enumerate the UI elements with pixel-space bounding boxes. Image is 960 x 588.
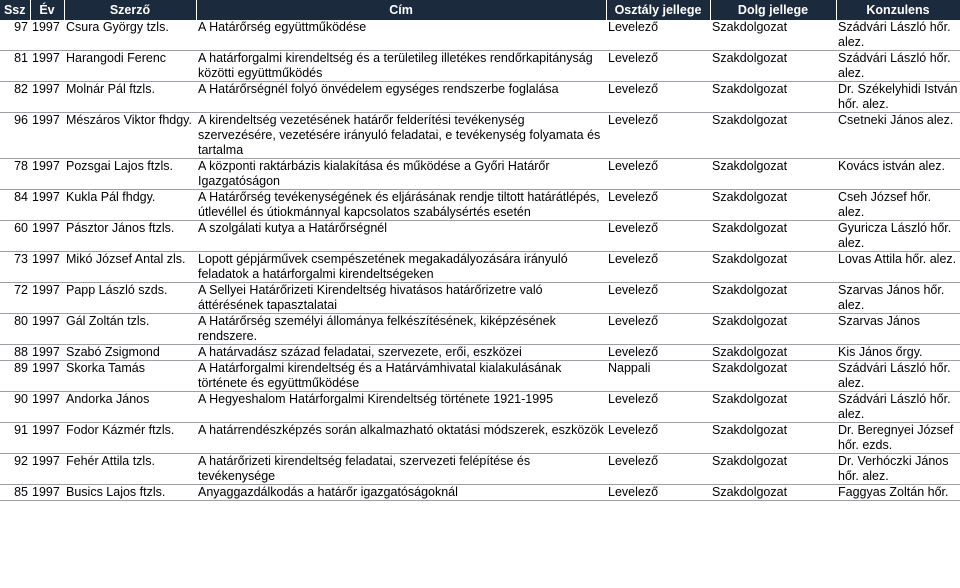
cell-dolg: Szakdolgozat <box>712 283 788 297</box>
cell-osztaly: Levelező <box>608 283 659 297</box>
cell-szerzo: Papp László szds. <box>66 283 168 297</box>
cell-szerzo: Kukla Pál fhdgy. <box>66 190 156 204</box>
table-row <box>0 345 960 361</box>
cell-cim: A Hegyeshalom Határforgalmi Kirendeltség története 1921-1995 <box>198 392 554 406</box>
cell-ssz: 72 <box>14 283 28 297</box>
cell-dolg: Szakdolgozat <box>712 361 788 375</box>
cell-ev: 1997 <box>32 392 60 406</box>
cell-ev: 1997 <box>32 51 60 65</box>
cell-osztaly: Nappali <box>608 361 651 375</box>
table-row <box>0 283 960 314</box>
cell-cim: A Határőrségnél folyó önvédelem egységes rendszerbe foglalása <box>198 82 559 96</box>
table-row <box>0 82 960 113</box>
cell-ev: 1997 <box>32 82 60 96</box>
cell-dolg: Szakdolgozat <box>712 113 788 127</box>
cell-ssz: 82 <box>14 82 28 96</box>
cell-ssz: 80 <box>14 314 28 328</box>
cell-ev: 1997 <box>32 345 60 359</box>
cell-cim: A határforgalmi kirendeltség és a területileg illetékes rendőrkapitányság közötti együttműködés <box>198 51 593 80</box>
cell-osztaly: Levelező <box>608 423 659 437</box>
cell-dolg: Szakdolgozat <box>712 20 788 34</box>
cell-dolg: Szakdolgozat <box>712 314 788 328</box>
cell-szerzo: Szabó Zsigmond <box>66 345 160 359</box>
cell-ev: 1997 <box>32 190 60 204</box>
cell-cim: A szolgálati kutya a Határőrségnél <box>198 221 387 235</box>
cell-dolg: Szakdolgozat <box>712 51 788 65</box>
table-row <box>0 113 960 159</box>
cell-dolg: Szakdolgozat <box>712 485 788 499</box>
table-row <box>0 314 960 345</box>
cell-ssz: 60 <box>14 221 28 235</box>
cell-szerzo: Harangodi Ferenc <box>66 51 167 65</box>
cell-konzulens: Faggyas Zoltán hőr. <box>838 485 949 499</box>
cell-ev: 1997 <box>32 485 60 499</box>
col-osztaly-header: Osztály jellege <box>606 0 710 20</box>
cell-konzulens: Kovács istván alez. <box>838 159 945 173</box>
cell-osztaly: Levelező <box>608 113 659 127</box>
cell-osztaly: Levelező <box>608 392 659 406</box>
cell-dolg: Szakdolgozat <box>712 392 788 406</box>
cell-szerzo: Mikó József Antal zls. <box>66 252 186 266</box>
cell-osztaly: Levelező <box>608 51 659 65</box>
cell-szerzo: Mészáros Viktor fhdgy. <box>66 113 192 127</box>
col-cim-header: Cím <box>196 0 606 20</box>
cell-dolg: Szakdolgozat <box>712 345 788 359</box>
cell-cim: A Határőrség személyi állománya felkészítésének, kiképzésének rendszere. <box>198 314 556 343</box>
cell-ev: 1997 <box>32 221 60 235</box>
cell-cim: Lopott gépjárművek csempészetének megakadályozására irányuló feladatok a határforgalmi kirendeltségeken <box>198 252 568 281</box>
cell-ssz: 73 <box>14 252 28 266</box>
cell-cim: A Sellyei Határőrizeti Kirendeltség hivatásos határőrizetre való áttérésének tapasztalatai <box>198 283 543 312</box>
cell-szerzo: Pozsgai Lajos ftzls. <box>66 159 173 173</box>
cell-cim: A határvadász század feladatai, szervezete, erői, eszközei <box>198 345 522 359</box>
cell-ssz: 81 <box>14 51 28 65</box>
cell-konzulens: Dr. Verhóczki János hőr. alez. <box>838 454 949 483</box>
cell-dolg: Szakdolgozat <box>712 221 788 235</box>
cell-szerzo: Andorka János <box>66 392 150 406</box>
cell-dolg: Szakdolgozat <box>712 252 788 266</box>
cell-szerzo: Molnár Pál ftzls. <box>66 82 155 96</box>
cell-szerzo: Pásztor János ftzls. <box>66 221 175 235</box>
cell-konzulens: Dr. Beregnyei József hőr. ezds. <box>838 423 954 452</box>
table-row <box>0 252 960 283</box>
table-row <box>0 423 960 454</box>
cell-dolg: Szakdolgozat <box>712 454 788 468</box>
col-ev-header: Év <box>30 0 64 20</box>
cell-szerzo: Skorka Tamás <box>66 361 145 375</box>
cell-konzulens: Cseh József hőr. alez. <box>838 190 932 219</box>
table-row <box>0 190 960 221</box>
cell-cim: A határőrizeti kirendeltség feladatai, szervezeti felépítése és tevékenysége <box>198 454 531 483</box>
cell-dolg: Szakdolgozat <box>712 159 788 173</box>
table-row <box>0 454 960 485</box>
cell-ssz: 85 <box>14 485 28 499</box>
col-szerzo-header: Szerző <box>64 0 196 20</box>
cell-ssz: 78 <box>14 159 28 173</box>
cell-szerzo: Fehér Attila tzls. <box>66 454 155 468</box>
cell-konzulens: Lovas Attila hőr. alez. <box>838 252 957 266</box>
cell-konzulens: Szádvári László hőr. alez. <box>838 51 951 80</box>
cell-ssz: 91 <box>14 423 28 437</box>
cell-ev: 1997 <box>32 113 60 127</box>
table-row <box>0 51 960 82</box>
cell-cim: A határrendészképzés során alkalmazható oktatási módszerek, eszközök <box>198 423 604 437</box>
col-konzulens-header: Konzulens <box>836 0 960 20</box>
cell-osztaly: Levelező <box>608 252 659 266</box>
cell-osztaly: Levelező <box>608 314 659 328</box>
cell-dolg: Szakdolgozat <box>712 82 788 96</box>
cell-ssz: 84 <box>14 190 28 204</box>
cell-cim: Anyaggazdálkodás a határőr igazgatóságoknál <box>198 485 458 499</box>
cell-ev: 1997 <box>32 252 60 266</box>
table-row <box>0 485 960 501</box>
cell-ev: 1997 <box>32 159 60 173</box>
cell-osztaly: Levelező <box>608 454 659 468</box>
cell-osztaly: Levelező <box>608 221 659 235</box>
cell-konzulens: Szarvas János hőr. alez. <box>838 283 945 312</box>
cell-szerzo: Gál Zoltán tzls. <box>66 314 150 328</box>
cell-dolg: Szakdolgozat <box>712 423 788 437</box>
cell-cim: A Határőrség együttműködése <box>198 20 367 34</box>
cell-dolg: Szakdolgozat <box>712 190 788 204</box>
table-body <box>0 20 960 501</box>
cell-konzulens: Gyuricza László hőr. alez. <box>838 221 952 250</box>
cell-szerzo: Csura György tzls. <box>66 20 169 34</box>
cell-ssz: 90 <box>14 392 28 406</box>
cell-cim: A Határforgalmi kirendeltség és a Határvámhivatal kialakulásának története és együttműködése <box>198 361 562 390</box>
cell-ev: 1997 <box>32 454 60 468</box>
col-ssz-header: Ssz <box>0 0 30 20</box>
cell-konzulens: Szádvári László hőr. alez. <box>838 20 951 49</box>
cell-konzulens: Dr. Székelyhidi István hőr. alez. <box>838 82 958 111</box>
cell-cim: A Határőrség tevékenységének és eljárásának rendje tiltott határátlépés, útlevéllel és útiokmánnyal kapcsolatos szabálysértés esetén <box>198 190 600 219</box>
cell-konzulens: Szádvári László hőr. alez. <box>838 392 951 421</box>
cell-osztaly: Levelező <box>608 20 659 34</box>
cell-konzulens: Szarvas János <box>838 314 920 328</box>
cell-ev: 1997 <box>32 361 60 375</box>
cell-ev: 1997 <box>32 20 60 34</box>
cell-ssz: 89 <box>14 361 28 375</box>
table-row <box>0 392 960 423</box>
cell-cim: A kirendeltség vezetésének határőr felderítési tevékenység szervezésére, vezetésére irányuló feladatai, e tevékenység folyamata és tartalma <box>198 113 601 157</box>
table-header <box>0 0 960 20</box>
cell-ssz: 96 <box>14 113 28 127</box>
header-row <box>0 0 960 20</box>
cell-konzulens: Kis János őrgy. <box>838 345 923 359</box>
cell-ev: 1997 <box>32 283 60 297</box>
cell-ev: 1997 <box>32 314 60 328</box>
cell-osztaly: Levelező <box>608 82 659 96</box>
cell-ssz: 88 <box>14 345 28 359</box>
table-row <box>0 159 960 190</box>
table-row <box>0 221 960 252</box>
col-dolg-header: Dolg jellege <box>710 0 836 20</box>
cell-ssz: 92 <box>14 454 28 468</box>
cell-osztaly: Levelező <box>608 190 659 204</box>
table-row <box>0 20 960 51</box>
cell-osztaly: Levelező <box>608 159 659 173</box>
table-row <box>0 361 960 392</box>
cell-osztaly: Levelező <box>608 485 659 499</box>
cell-cim: A központi raktárbázis kialakítása és működése a Győri Határőr Igazgatóságon <box>198 159 550 188</box>
cell-konzulens: Szádvári László hőr. alez. <box>838 361 951 390</box>
cell-szerzo: Fodor Kázmér ftzls. <box>66 423 175 437</box>
cell-konzulens: Csetneki János alez. <box>838 113 954 127</box>
cell-ev: 1997 <box>32 423 60 437</box>
cell-szerzo: Busics Lajos ftzls. <box>66 485 166 499</box>
cell-ssz: 97 <box>14 20 28 34</box>
cell-osztaly: Levelező <box>608 345 659 359</box>
